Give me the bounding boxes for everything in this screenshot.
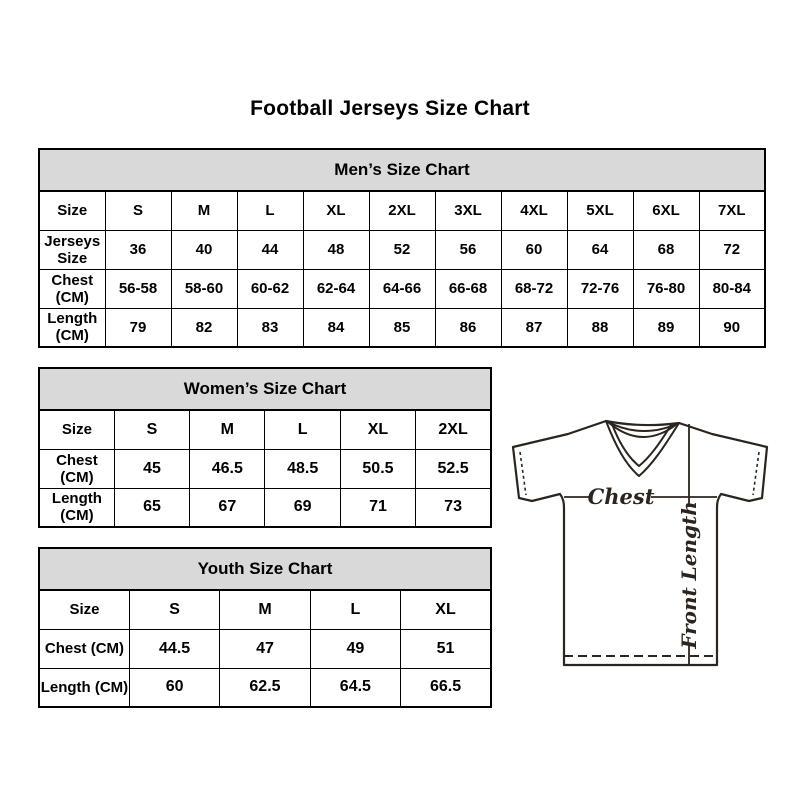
table-row xyxy=(39,410,491,449)
size-value-cell: 62-64 xyxy=(303,269,369,308)
size-value-cell: 68-72 xyxy=(501,269,567,308)
size-value-cell: 2XL xyxy=(369,191,435,230)
size-value-cell: 85 xyxy=(369,308,435,347)
row-label-cell: Size xyxy=(39,191,105,230)
jersey-outline xyxy=(513,421,767,665)
size-value-cell: 44 xyxy=(237,230,303,269)
size-value-cell: 5XL xyxy=(567,191,633,230)
size-value-cell: 79 xyxy=(105,308,171,347)
table-body xyxy=(39,191,765,347)
table-body xyxy=(39,410,491,527)
table-header-row xyxy=(39,548,491,590)
size-value-cell: 36 xyxy=(105,230,171,269)
size-value-cell: 65 xyxy=(114,488,189,527)
size-value-cell: 86 xyxy=(435,308,501,347)
size-value-cell: 52 xyxy=(369,230,435,269)
size-value-cell: 58-60 xyxy=(171,269,237,308)
size-value-cell: 60-62 xyxy=(237,269,303,308)
table-header-row xyxy=(39,368,491,410)
size-value-cell: 49 xyxy=(310,629,400,668)
table-row xyxy=(39,230,765,269)
size-value-cell: 48 xyxy=(303,230,369,269)
row-label-cell: Length (CM) xyxy=(39,668,129,707)
row-label-cell: Size xyxy=(39,410,114,449)
size-value-cell: 64-66 xyxy=(369,269,435,308)
size-value-cell: 73 xyxy=(416,488,491,527)
row-label-cell: Length (CM) xyxy=(39,488,114,527)
size-value-cell: 40 xyxy=(171,230,237,269)
size-value-cell: XL xyxy=(303,191,369,230)
size-value-cell: XL xyxy=(401,590,491,629)
size-value-cell: M xyxy=(190,410,265,449)
size-value-cell: 66.5 xyxy=(401,668,491,707)
table-row xyxy=(39,269,765,308)
size-value-cell: 82 xyxy=(171,308,237,347)
size-value-cell: S xyxy=(114,410,189,449)
size-value-cell: 7XL xyxy=(699,191,765,230)
table-title: Men’s Size Chart xyxy=(39,149,765,191)
size-value-cell: 48.5 xyxy=(265,449,340,488)
size-value-cell: 52.5 xyxy=(416,449,491,488)
table-row xyxy=(39,629,491,668)
jersey-measurement-diagram xyxy=(505,405,775,675)
table-body xyxy=(39,590,491,707)
size-value-cell: 69 xyxy=(265,488,340,527)
size-value-cell: 56-58 xyxy=(105,269,171,308)
size-value-cell: S xyxy=(105,191,171,230)
size-value-cell: 88 xyxy=(567,308,633,347)
size-value-cell: 71 xyxy=(340,488,415,527)
size-value-cell: M xyxy=(171,191,237,230)
size-value-cell: 62.5 xyxy=(220,668,310,707)
size-value-cell: 3XL xyxy=(435,191,501,230)
size-value-cell: 56 xyxy=(435,230,501,269)
table-header-row xyxy=(39,149,765,191)
size-value-cell: L xyxy=(265,410,340,449)
table-row xyxy=(39,488,491,527)
size-value-cell: 87 xyxy=(501,308,567,347)
size-value-cell: 2XL xyxy=(416,410,491,449)
table-row xyxy=(39,668,491,707)
row-label-cell: Jerseys Size xyxy=(39,230,105,269)
chest-label: Chest xyxy=(587,484,655,509)
size-value-cell: 64.5 xyxy=(310,668,400,707)
size-value-cell: 84 xyxy=(303,308,369,347)
row-label-cell: Size xyxy=(39,590,129,629)
size-value-cell: 51 xyxy=(401,629,491,668)
size-value-cell: 76-80 xyxy=(633,269,699,308)
size-value-cell: 83 xyxy=(237,308,303,347)
size-value-cell: 72 xyxy=(699,230,765,269)
row-label-cell: Length (CM) xyxy=(39,308,105,347)
front-length-label: Front Length xyxy=(677,501,701,649)
table-row xyxy=(39,191,765,230)
mens-size-table xyxy=(38,148,766,348)
size-value-cell: 68 xyxy=(633,230,699,269)
size-value-cell: 47 xyxy=(220,629,310,668)
size-value-cell: 89 xyxy=(633,308,699,347)
size-value-cell: L xyxy=(237,191,303,230)
womens-size-table xyxy=(38,367,492,528)
size-value-cell: 60 xyxy=(501,230,567,269)
size-value-cell: L xyxy=(310,590,400,629)
size-value-cell: 6XL xyxy=(633,191,699,230)
size-value-cell: 45 xyxy=(114,449,189,488)
row-label-cell: Chest (CM) xyxy=(39,629,129,668)
size-value-cell: 44.5 xyxy=(129,629,219,668)
size-value-cell: 67 xyxy=(190,488,265,527)
size-value-cell: 90 xyxy=(699,308,765,347)
page-title: Football Jerseys Size Chart xyxy=(250,97,530,120)
size-value-cell: 50.5 xyxy=(340,449,415,488)
size-value-cell: 60 xyxy=(129,668,219,707)
table-row xyxy=(39,590,491,629)
size-value-cell: 64 xyxy=(567,230,633,269)
size-value-cell: S xyxy=(129,590,219,629)
table-title: Youth Size Chart xyxy=(39,548,491,590)
size-value-cell: 66-68 xyxy=(435,269,501,308)
youth-size-table xyxy=(38,547,492,708)
row-label-cell: Chest (CM) xyxy=(39,449,114,488)
table-row xyxy=(39,308,765,347)
table-row xyxy=(39,449,491,488)
row-label-cell: Chest (CM) xyxy=(39,269,105,308)
size-value-cell: XL xyxy=(340,410,415,449)
size-value-cell: 46.5 xyxy=(190,449,265,488)
size-value-cell: 72-76 xyxy=(567,269,633,308)
size-value-cell: M xyxy=(220,590,310,629)
table-title: Women’s Size Chart xyxy=(39,368,491,410)
size-value-cell: 80-84 xyxy=(699,269,765,308)
size-value-cell: 4XL xyxy=(501,191,567,230)
